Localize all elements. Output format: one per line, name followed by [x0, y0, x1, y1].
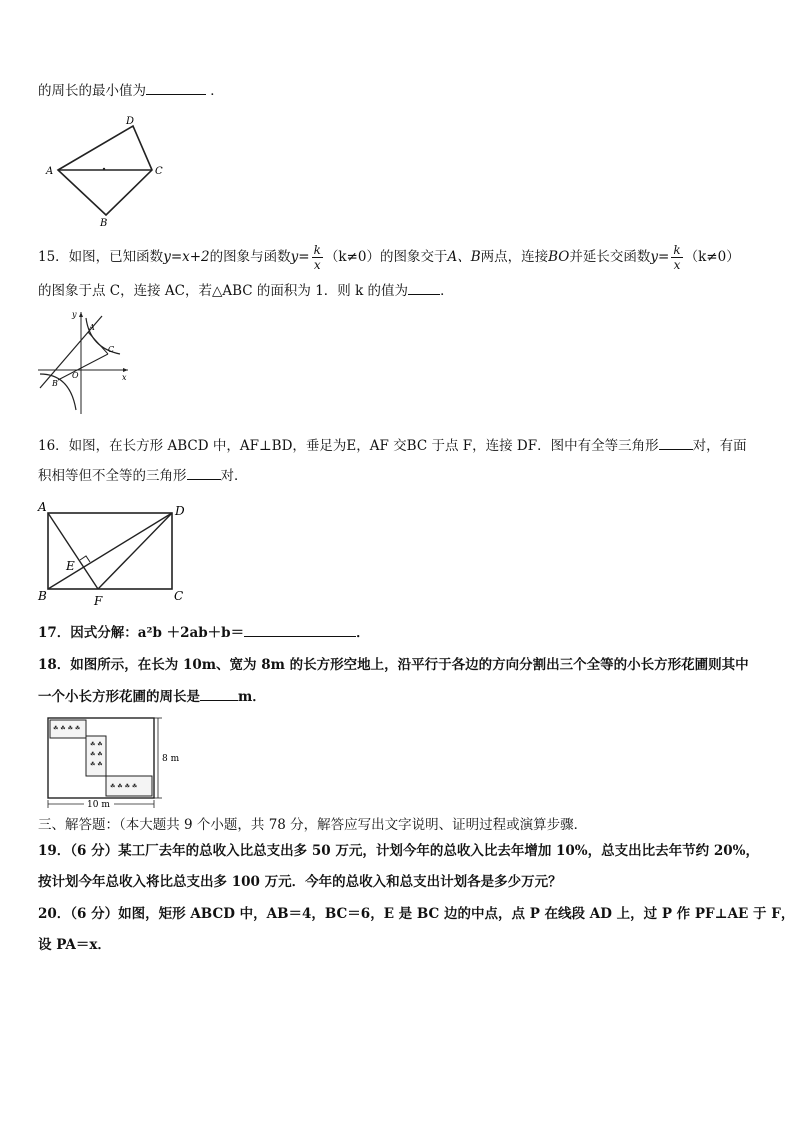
- q19-text-1: 19．（6 分）某工厂去年的总收入比总支出多 50 万元，计划今年的总收入比去年增加 10%，总支出比去年节约 20%，: [38, 843, 759, 859]
- q15-fraction-1: [312, 243, 323, 272]
- q18-line-2: [38, 688, 266, 706]
- q15-cond-2: （k≠0）: [684, 249, 740, 265]
- q15-fraction-2: [671, 243, 682, 272]
- fig16-label-a: A: [38, 500, 47, 514]
- q16-line-2: [38, 467, 248, 485]
- fig16-label-b: B: [38, 589, 47, 603]
- q20-text-2: 设 PA＝x．: [38, 937, 111, 953]
- q16-text-1: 16．如图，在长方形 ABCD 中，AF⊥BD，垂足为E，AF 交BC 于点 F，连接 DF．图中有全等三角形: [38, 438, 659, 454]
- q20-line-1: [38, 905, 794, 923]
- q19-line-1: [38, 842, 759, 860]
- q15-tail: ．: [440, 283, 454, 299]
- q15-text-line2: 的图象于点 C，连接 AC，若△ABC 的面积为 1．则 k 的值为: [38, 283, 409, 299]
- q15-frac-num: k: [313, 243, 321, 257]
- q20-text-1: 20．（6 分）如图，矩形 ABCD 中，AB＝4，BC＝6，E 是 BC 边的中点，点 P 在线段 AD 上，过 P 作 PF⊥AE 于 F，: [38, 906, 794, 922]
- q20-line-2: [38, 936, 111, 954]
- q16-answer-blank-2[interactable]: [187, 467, 221, 480]
- q17-tail: ．: [356, 625, 370, 641]
- q15-frac-den: x: [313, 258, 321, 272]
- fig15-label-x: x: [122, 373, 127, 382]
- section-3-text: 三、解答题：（本大题共 9 个小题，共 78 分，解答应写出文字说明、证明过程或演算步骤．: [38, 817, 588, 833]
- q15-line-1: [38, 242, 740, 272]
- q14-tail-line: [38, 82, 224, 100]
- q15-answer-blank[interactable]: [408, 282, 440, 295]
- q19-line-2: [38, 873, 562, 891]
- fig18-height-label: 8 m: [162, 754, 180, 764]
- q16-tail-1: 对，有面: [692, 438, 747, 454]
- figure-18-garden: [40, 712, 190, 812]
- svg-text:☘ ☘ ☘ ☘: ☘ ☘ ☘ ☘: [53, 725, 81, 732]
- fig15-label-b: B: [52, 379, 58, 388]
- fig16-label-d: D: [175, 504, 185, 518]
- fig16-label-c: C: [174, 589, 184, 603]
- q16-line-1: [38, 437, 747, 455]
- fig15-label-a: A: [89, 323, 95, 332]
- q16-answer-blank-1[interactable]: [659, 437, 693, 450]
- q15-frac-num-2: k: [673, 243, 681, 257]
- q15-text-g: 并延长交函数: [569, 249, 651, 265]
- q15-text-a: 15．如图，已知函数: [38, 249, 164, 265]
- q14-tail: ．: [210, 83, 224, 99]
- svg-text:☘ ☘: ☘ ☘: [90, 761, 103, 768]
- figure-14-quadrilateral: [38, 112, 168, 230]
- q18-tail: m．: [238, 689, 266, 705]
- q16-tail-2: 对．: [220, 468, 248, 484]
- q15-func1: y=x+2: [163, 249, 210, 265]
- fig18-width-label: 10 m: [87, 800, 110, 810]
- fig14-label-d: D: [126, 116, 135, 127]
- q15-text-c: 的图象交于: [379, 249, 448, 265]
- q14-text: 的周长的最小值为: [38, 83, 146, 99]
- q15-points-ab: A、B: [447, 249, 481, 265]
- figure-15-graph: [36, 308, 132, 418]
- fig14-label-b: B: [100, 218, 108, 229]
- q18-answer-blank[interactable]: [200, 688, 238, 701]
- fig14-label-a: A: [46, 166, 54, 177]
- q15-text-e: 两点，连接: [480, 249, 549, 265]
- fig15-label-y: y: [72, 310, 77, 319]
- q15-line-2: [38, 282, 454, 300]
- svg-text:☘ ☘: ☘ ☘: [90, 751, 103, 758]
- svg-text:☘ ☘ ☘ ☘: ☘ ☘ ☘ ☘: [110, 783, 138, 790]
- q15-y-eq-2: y=: [650, 249, 670, 265]
- fig15-label-c: C: [108, 345, 115, 354]
- q17-line: [38, 624, 370, 642]
- q15-bo: BO: [548, 249, 570, 265]
- figure-16-rectangle: [36, 497, 196, 609]
- q18-text-2: 一个小长方形花圃的周长是: [38, 689, 200, 705]
- q15-cond: （k≠0）: [324, 249, 380, 265]
- fig14-label-c: C: [155, 166, 163, 177]
- section-3-header: [38, 816, 587, 834]
- fig16-label-f: F: [94, 594, 103, 608]
- q15-frac-den-2: x: [673, 258, 681, 272]
- q18-text-1: 18．如图所示，在长为 10m、宽为 8m 的长方形空地上，沿平行于各边的方向分割出三个全等的小长方形花圃则其中: [38, 657, 749, 673]
- q18-line-1: [38, 656, 749, 674]
- q17-text: 17．因式分解：a²b ＋2ab＋b＝: [38, 625, 245, 641]
- q14-answer-blank[interactable]: [146, 82, 206, 95]
- q15-y-eq: y=: [290, 249, 310, 265]
- q19-text-2: 按计划今年总收入将比总支出多 100 万元．今年的总收入和总支出计划各是多少万元？: [38, 874, 562, 890]
- q16-text-2: 积相等但不全等的三角形: [38, 468, 187, 484]
- q17-answer-blank[interactable]: [244, 624, 356, 637]
- fig16-label-e: E: [66, 559, 75, 573]
- fig15-label-o: O: [72, 371, 79, 380]
- q15-text-b: 的图象与函数: [209, 249, 291, 265]
- svg-text:☘ ☘: ☘ ☘: [90, 741, 103, 748]
